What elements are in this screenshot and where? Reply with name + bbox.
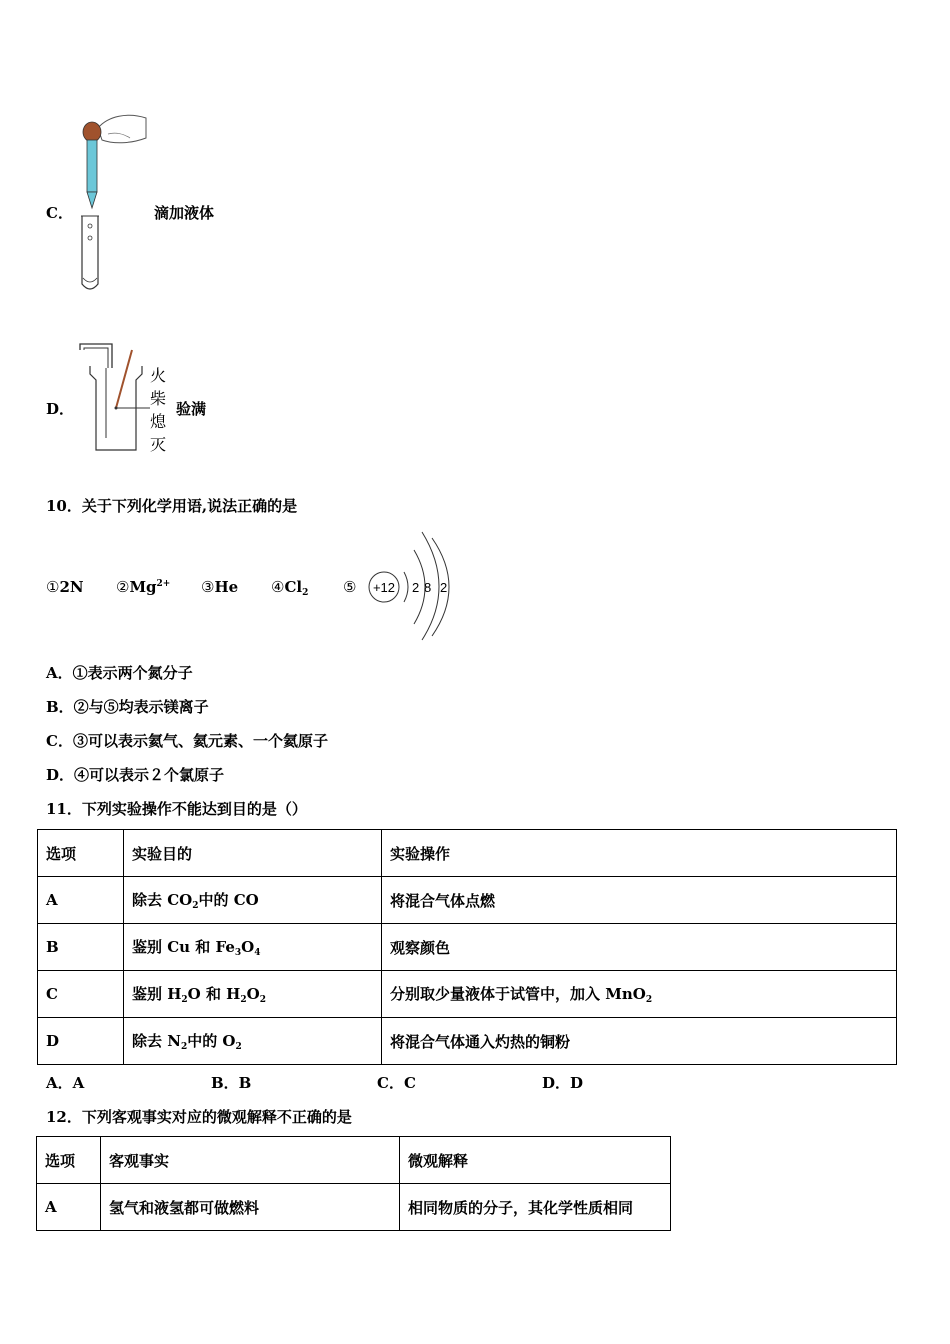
- q10-symbol-2: [116, 578, 170, 596]
- header-operation: 实验操作: [382, 830, 897, 877]
- q10-symbol-1: [46, 578, 84, 596]
- cell-explanation: 相同物质的分子，其化学性质相同: [400, 1184, 671, 1231]
- circled-number: ②: [116, 578, 130, 596]
- table-header-row: [37, 1137, 671, 1184]
- q10-option-c: C．③可以表示氦气、氦元素、一个氦原子: [46, 732, 328, 750]
- symbol-text: Cl: [284, 578, 303, 596]
- dropper-illustration: [68, 108, 153, 298]
- symbol-text: He: [214, 578, 239, 596]
- cell-fact: 氢气和液氢都可做燃料: [101, 1184, 400, 1231]
- header-goal: 实验目的: [124, 830, 382, 877]
- match-extinguish-annotation: [150, 364, 170, 456]
- header-option: 选项: [37, 1137, 101, 1184]
- header-explanation: 微观解释: [400, 1137, 671, 1184]
- table-header-row: [38, 830, 897, 877]
- circled-number: ①: [46, 578, 60, 596]
- table-row: [38, 971, 897, 1018]
- cell-goal: 鉴别 Cu 和 $Fe_3O_4$: [124, 924, 382, 971]
- annot-char: 熄: [150, 412, 167, 431]
- q11-table: [37, 829, 897, 1065]
- q10-option-d: D．④可以表示２个氯原子: [46, 766, 225, 784]
- table-row: [38, 877, 897, 924]
- table-row: [37, 1184, 671, 1231]
- q10-stem: 10．关于下列化学用语,说法正确的是: [46, 497, 298, 515]
- cell-operation: 将混合气体通入灼热的铜粉: [382, 1018, 897, 1065]
- q9-option-d-label: D．: [46, 400, 75, 418]
- q9-option-c-label: C．: [46, 204, 73, 222]
- atom-count-subscript: 2: [302, 588, 309, 598]
- cell-option: B: [38, 924, 124, 971]
- shell-electrons-1: 2: [412, 580, 420, 595]
- atom-structure-diagram: [364, 528, 456, 642]
- q11-answer-c: C．C: [377, 1074, 416, 1092]
- symbol-text: Mg: [129, 578, 157, 596]
- cell-operation: 观察颜色: [382, 924, 897, 971]
- q11-answer-b: B．B: [211, 1074, 252, 1092]
- annot-char: 灭: [150, 435, 167, 454]
- cell-option: C: [38, 971, 124, 1018]
- charge-superscript: 2+: [156, 579, 171, 589]
- gas-bottle-illustration: [76, 342, 151, 454]
- q10-symbol-4: [271, 578, 308, 598]
- shell-electrons-3: 2: [440, 580, 448, 595]
- q9-option-c-text: 滴加液体: [154, 204, 215, 222]
- cell-operation: 分别取少量液体于试管中，加入 MnO$_2$: [382, 971, 897, 1018]
- q10-symbol-3: [201, 578, 238, 596]
- q11-answer-d: D．D: [542, 1074, 584, 1092]
- circled-number: ③: [201, 578, 215, 596]
- cell-option: A: [37, 1184, 101, 1231]
- circled-number: ④: [271, 578, 285, 596]
- cell-goal: 除去 $N_2$中的 $O_2$: [124, 1018, 382, 1065]
- table-row: [38, 1018, 897, 1065]
- annot-char: 柴: [150, 389, 167, 408]
- cell-option: A: [38, 877, 124, 924]
- table-row: [38, 924, 897, 971]
- shell-electrons-2: 8: [424, 580, 432, 595]
- q10-option-b: B．②与⑤均表示镁离子: [46, 698, 209, 716]
- q12-stem: 12．下列客观事实对应的微观解释不正确的是: [46, 1108, 352, 1126]
- symbol-text: 2N: [59, 578, 84, 596]
- q11-answer-a: A．A: [46, 1074, 85, 1092]
- header-fact: 客观事实: [101, 1137, 400, 1184]
- annot-char: 火: [150, 366, 167, 385]
- cell-operation: 将混合气体点燃: [382, 877, 897, 924]
- header-option: 选项: [38, 830, 124, 877]
- cell-goal: 鉴别 $H_2O$ 和 $H_2O_2$: [124, 971, 382, 1018]
- cell-option: D: [38, 1018, 124, 1065]
- cell-goal: 除去 $CO_2$中的 CO: [124, 877, 382, 924]
- q10-symbol-5-mark: ⑤: [343, 578, 357, 596]
- nucleus-charge: +12: [372, 580, 396, 595]
- q12-table: [36, 1136, 671, 1231]
- q10-option-a: A．①表示两个氮分子: [46, 664, 193, 682]
- q9-option-d-text: 验满: [176, 400, 207, 418]
- q11-stem: 11．下列实验操作不能达到目的是（）: [46, 800, 307, 818]
